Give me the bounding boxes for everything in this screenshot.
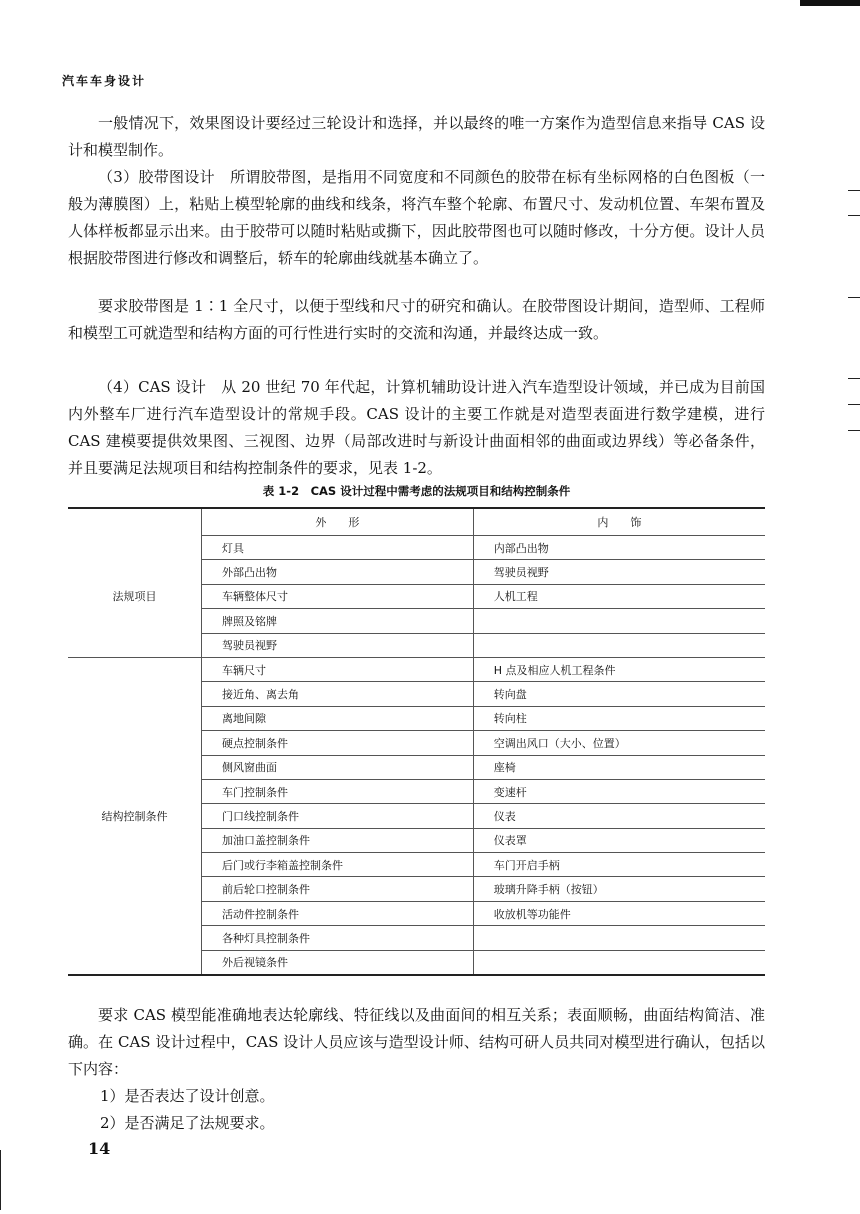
outer-cell: 活动件控制条件: [202, 901, 474, 925]
inner-cell: 驾驶员视野: [473, 560, 765, 584]
inner-cell: 转向柱: [473, 706, 765, 730]
inner-cell: [473, 950, 765, 975]
outer-cell: 侧风窗曲面: [202, 755, 474, 779]
category-regulation: 法规项目: [112, 590, 157, 604]
inner-cell: 车门开启手柄: [473, 853, 765, 877]
outer-cell: 牌照及铭牌: [202, 609, 474, 633]
list-item: 2）是否满足了法规要求。: [100, 1114, 275, 1132]
inner-cell: 转向盘: [473, 682, 765, 706]
header-outer: 外 形: [202, 508, 474, 536]
scan-edge-mark: [848, 378, 860, 379]
outer-cell: 加油口盖控制条件: [202, 828, 474, 852]
inner-cell: 收放机等功能件: [473, 901, 765, 925]
scan-edge-mark: [848, 430, 860, 431]
inner-cell: 玻璃升降手柄（按钮）: [473, 877, 765, 901]
table-row: [68, 657, 765, 681]
header-blank: [68, 508, 202, 536]
scan-edge-mark: [0, 1150, 1, 1210]
table-row: [68, 536, 765, 560]
table-caption: 表 1-2 CAS 设计过程中需考虑的法规项目和结构控制条件: [262, 484, 571, 498]
paragraph-3: 要求胶带图是 1∶1 全尺寸，以便于型线和尺寸的研究和确认。在胶带图设计期间，造型师、工程师和模型工可就造型和结构方面的可行性进行实时的交流和沟通，并最终达成一致。: [68, 297, 765, 342]
outer-cell: 驾驶员视野: [202, 633, 474, 657]
regulation-table: [68, 507, 765, 976]
outer-cell: 车门控制条件: [202, 779, 474, 803]
outer-cell: 接近角、离去角: [202, 682, 474, 706]
inner-cell: 座椅: [473, 755, 765, 779]
outer-cell: 外部凸出物: [202, 560, 474, 584]
outer-cell: 车辆整体尺寸: [202, 584, 474, 608]
scan-edge-mark: [848, 190, 860, 191]
list-item: 1）是否表达了设计创意。: [100, 1087, 275, 1105]
category-structure: 结构控制条件: [68, 657, 202, 975]
outer-cell: 车辆尺寸: [202, 657, 474, 681]
inner-cell: H 点及相应人机工程条件: [473, 657, 765, 681]
inner-cell: 空调出风口（大小、位置）: [473, 731, 765, 755]
paragraph-4: （4）CAS 设计 从 20 世纪 70 年代起，计算机辅助设计进入汽车造型设计领域，并已成为目前国内外整车厂进行汽车造型设计的常规手段。CAS 设计的主要工作就是对造型表面进行数学建模，进行 CAS 建模要提供效果图、三视图、边界（局部改进时与新设计曲面相邻的曲面或边界线）等必备条件，并且要满足法规项目和结构控制条件的要求，见表 1-2。: [68, 378, 765, 477]
page-number: 14: [88, 1139, 111, 1158]
outer-cell: 门口线控制条件: [202, 804, 474, 828]
scan-edge-mark: [848, 404, 860, 405]
inner-cell: 仪表: [473, 804, 765, 828]
inner-cell: 仪表罩: [473, 828, 765, 852]
table-header-row: [68, 508, 765, 536]
outer-cell: 硬点控制条件: [202, 731, 474, 755]
inner-cell: [473, 609, 765, 633]
outer-cell: 各种灯具控制条件: [202, 926, 474, 950]
outer-cell: 灯具: [202, 536, 474, 560]
outer-cell: 后门或行李箱盖控制条件: [202, 853, 474, 877]
outer-cell: 前后轮口控制条件: [202, 877, 474, 901]
paragraph-1: 一般情况下，效果图设计要经过三轮设计和选择，并以最终的唯一方案作为造型信息来指导 CAS 设计和模型制作。: [68, 114, 765, 159]
outer-cell: 离地间隙: [202, 706, 474, 730]
inner-cell: [473, 926, 765, 950]
inner-cell: 内部凸出物: [473, 536, 765, 560]
running-header: 汽车车身设计: [62, 74, 147, 88]
scan-edge-mark: [848, 297, 860, 298]
paragraph-2: （3）胶带图设计 所谓胶带图，是指用不同宽度和不同颜色的胶带在标有坐标网格的白色图板（一般为薄膜图）上，粘贴上模型轮廓的曲线和线条，将汽车整个轮廓、布置尺寸、发动机位置、车架布置及人体样板都显示出来。由于胶带可以随时粘贴或撕下，因此胶带图也可以随时修改，十分方便。设计人员根据胶带图进行修改和调整后，轿车的轮廓曲线就基本确立了。: [68, 168, 765, 267]
scan-edge-mark: [848, 215, 860, 216]
outer-cell: 外后视镜条件: [202, 950, 474, 975]
inner-cell: [473, 633, 765, 657]
header-inner: 内 饰: [473, 508, 765, 536]
inner-cell: 变速杆: [473, 779, 765, 803]
scan-edge-mark: [800, 0, 860, 6]
inner-cell: 人机工程: [473, 584, 765, 608]
paragraph-5: 要求 CAS 模型能准确地表达轮廓线、特征线以及曲面间的相互关系；表面顺畅，曲面结构简洁、准确。在 CAS 设计过程中，CAS 设计人员应该与造型设计师、结构可研人员共同对模型进行确认，包括以下内容：: [68, 1006, 765, 1078]
